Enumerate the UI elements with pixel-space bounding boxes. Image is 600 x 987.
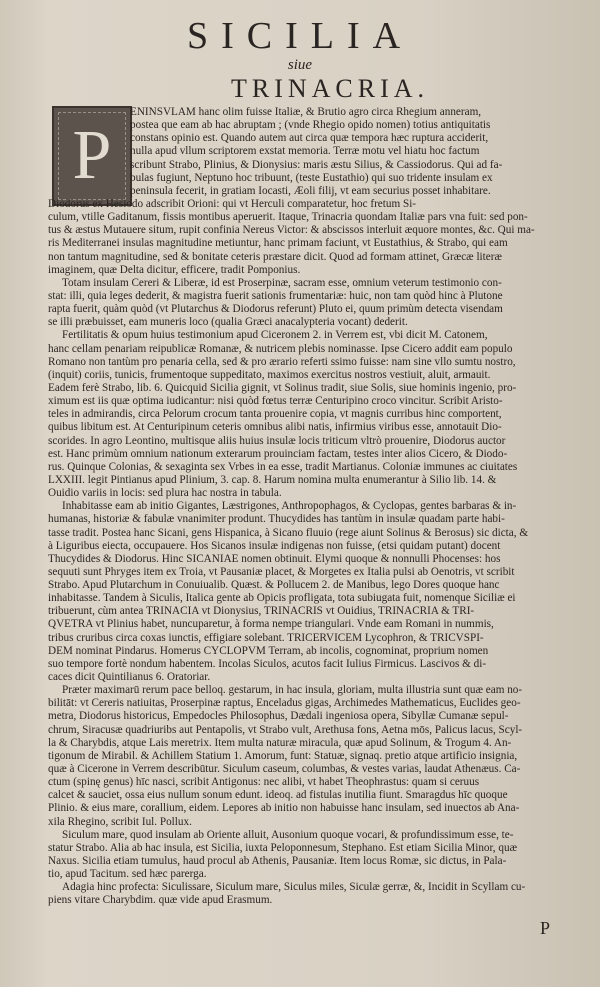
text-line: xila Rhegino, scribit Iul. Pollux. <box>48 815 192 828</box>
text-line: Ouidio variis in locis: sed plura hac nostra in tabula. <box>48 487 282 500</box>
text-line: caces dicit Quintilianus 6. Oratoriar. <box>48 671 211 684</box>
text-line: QVETRA vt Plinius habet, nuncuparetur, à forma nempe triangulari. Vnde eam Romani in nummis, <box>48 618 494 631</box>
text-line: DEM nominat Pindarus. Homerus CYCLOPVM Terram, ab incolis, cognominat, proprium nomen <box>48 644 489 657</box>
text-line: sequuti sunt Phryges item ex Troia, vt Pausaniæ placet, & Morgetes ex Italia pulsi ab Oenotris, vt scribit <box>48 565 515 578</box>
text-line: ctum (spinę genus) hīc nasci, scribit Antigonus: nec alibi, vt habet Theophrastus: quam si ceruus <box>48 776 480 789</box>
text-line: stat: illi, quia leges dederit, & magistra fuerit sationis frumentariæ: huic, non tam quòd hinc à Plutone <box>48 289 503 302</box>
text-line: bulas fugiunt, Neptuno hoc tribuunt, (teste Eustathio) qui suo tridente insulam ex <box>130 171 493 184</box>
text-line: quibus libitum est. At Centuripinum ceteris omnibus alibi natis, infirmius viribus esse, annotauit Dio- <box>48 421 502 434</box>
text-line: statur Strabo. Alia ab hac insula, est Sicilia, iuxta Peloponnesum, Stephano. Est etiam Sicilia Minor, quæ <box>48 841 518 854</box>
text-line: Præter maximarū rerum pace belloq. gestarum, in hac insula, gloriam, multa illustria sunt quæ eam no- <box>62 684 523 697</box>
text-line: ris Mediterranei insulas magnitudine metiuntur, hanc primam faciunt, vt Eustathius, & Strabo, qui eam <box>48 237 508 250</box>
text-line: Romano non tantùm pro penaria cella, sed & pro ærario referti ssimo fuisse: nam sine vllo sumtu nostro, <box>48 355 516 368</box>
text-line: tasse tradit. Postea hanc Sicani, gens Hispanica, à Sicano fluuio (rege aiunt Solinus & Berosus) sic dicta, & <box>48 526 529 539</box>
text-line: inhabitasse. Tandem à Siculis, Italica gente ab Opicis profligata, tota subiugata fuit, nomenque Siciliæ ei <box>48 592 516 605</box>
text-line: chrum, Siracusæ quadriuribs aut Pentapolis, vt Strabo vult, Arethusa fons, Aetna mōs, Palicus lacus, Scyl- <box>48 723 523 736</box>
text-line: tribus cruribus circa coxas iunctis, effigiare solebant. TRICERVICEM Lycophron, & TRICVSPI- <box>48 631 484 644</box>
text-line: ximum est iis quæ optima iudicantur: nisi quòd fœtus terræ Centuripino croco vincitur. Scribit Aristo- <box>48 395 503 408</box>
text-line: Fertilitatis & opum huius testimonium apud Ciceronem 2. in Verrem est, vbi dicit M. Catonem, <box>62 329 488 342</box>
text-line: scribunt Strabo, Plinius, & Dionysius: maris æstu Silius, & Cassiodorus. Qui ad fa- <box>130 158 503 171</box>
text-line: peninsula fecerit, in gratiam Iocasti, Æoli filij, vt eam securius posset inhabitare. <box>130 184 491 197</box>
text-line: nulla apud vllum scriptorem exstat memoria. Terræ motu vel hiatu hoc factum <box>130 145 480 158</box>
text-line: tus & æstus Mutauere situm, rupit confinia Nereus Victor: & abscissos interluit æquore montes, &c. Qui ma- <box>48 224 535 237</box>
text-line: bilitāt: vt Cereris natiuitas, Proserpinæ raptus, Enceladus gigas, Archimedes Mathematicus, Euclides geo- <box>48 697 521 710</box>
text-line: scorides. In agro Leontino, multisque aliis huius insulæ locis triticum vltrò prouenire, Diodorus auctor <box>48 434 506 447</box>
page-subtitle: siue <box>287 57 313 73</box>
text-line: teles in admirandis, circa Pelorum crocum tanta prouenire copia, vt magnis curribus hinc comportent, <box>48 408 502 421</box>
text-line: piens vitare Charybdim. quæ vide apud Erasmum. <box>48 894 273 907</box>
signature-mark: P <box>539 918 550 938</box>
body-text <box>48 106 558 908</box>
text-line: tribuerunt, cùm antea TRINACIA vt Dionysius, TRINACRIS vt Ouidius, TRINACRIA & TRI- <box>48 605 475 618</box>
text-line: ENINSVLAM hanc olim fuisse Italiæ, & Brutio agro circa Rhegium anneram, <box>130 106 482 118</box>
text-line: Inhabitasse eam ab initio Gigantes, Læstrigones, Anthropophagos, & Cyclopas, gentes barbaras & in- <box>62 500 517 513</box>
text-line: Adagia hinc profecta: Siculissare, Siculum mare, Siculus miles, Siculæ gerræ, &, Incidit in Scyllam cu- <box>62 881 526 894</box>
text-line: Plinio. & eius mare, corallium, eidem. Lepores ab initio non habuisse hanc insulam, sed inuectos ab Ana- <box>48 802 520 815</box>
text-line: imaginem, quæ Delta dicitur, efficere, tradit Pomponius. <box>48 263 301 276</box>
text-line: rus. Quinque Colonias, & sexaginta sex Vrbes in ea esse, tradit Martianus. Coloniæ immunes ac ciuitates <box>48 460 518 473</box>
text-line: hanc cellam penariam reipublicæ Romanæ, & nutricem plebis nominasse. Ipse Cicero addit eam populo <box>48 342 513 355</box>
text-line: Eadem ferè Strabo, lib. 6. Quicquid Sicilia gignit, vt Solinus tradit, siue Solis, siue hominis ingenio, pro- <box>48 381 517 394</box>
text-line: calcet & sauciet, ossa eius nullum sonum edunt. ideoq. ad fistulas inutilia fiunt. Smaragdus hīc quoque <box>48 789 508 802</box>
text-line: Diodorus ex Hesiodo adscribit Orioni: qui vt Herculi comparatetur, hoc fretum Si- <box>48 197 417 210</box>
text-line: suo tempore fortè nondum habentem. Incolas Siculos, acutos facit Iulius Firmicus. Lascivos & di- <box>48 657 487 670</box>
text-line: Siculum mare, quod insulam ab Oriente alluit, Ausonium quoque vocari, & profundissimum esse, te- <box>62 828 514 841</box>
text-line: humanas, historiæ & fabulæ vnanimiter produnt. Thucydides has tantùm in insulæ quadam parte habi- <box>48 513 505 526</box>
text-line: tio, apud Tacitum. sed hæc parerga. <box>48 868 207 881</box>
text-line: non tantum magnitudine, sed & bonitate ceteris præstare dicit. Quod ad formam attinet, Græcæ literæ <box>48 250 502 263</box>
text-line: se illi præbuisset, eam muneris loco (qualia Græci anacalypteria vocant) dederit. <box>48 316 408 329</box>
text-line: est. Hanc primùm omnium nationum exterarum prouinciam factam, testes inter alios Cicero, & Diodo- <box>48 447 508 460</box>
initial-letter: P <box>72 117 112 194</box>
page-alt-title: TRINACRIA. <box>230 74 430 103</box>
text-line: Strabo. Apud Plutarchum in Conuiualib. Quæst. & Pollucem 2. de Manibus, lego Dores quoque hanc <box>48 579 500 592</box>
text-line: culum, vtille Gaditanum, fissis montibus aperuerit. Itaque, Trinacria quondam Italiæ pars vna fuit: sed pon- <box>48 211 528 224</box>
text-line: quæ à Cicerone in Verrem describūtur. Siculum caseum, columbas, & vestes varias, laudat Athenæus. Ca- <box>48 763 521 776</box>
text-line: LXXIII. legit Pintianus apud Plinium, 3. cap. 8. Harum nomina multa enumerantur à Silio lib. 14. & <box>48 473 497 486</box>
text-line: constans opinio est. Quando autem aut circa quæ tempora hæc ruptura acciderit, <box>130 132 489 145</box>
text-line: Naxus. Sicilia etiam tumulus, haud procul ab Athenis, Pausaniæ. Item locus Romæ, sic dictus, in Pala- <box>48 855 507 868</box>
text-line: Thucydides & Diodorus. Hinc SICANIAE nomen obtinuit. Elymi quoque & nonnulli Phocenses: hos <box>48 552 501 565</box>
text-line: Totam insulam Cereri & Liberæ, id est Proserpinæ, sacram esse, omnium veterum testimonio con- <box>62 276 502 289</box>
text-line: la & Charybdis, atque Lais meretrix. Item multa naturæ miracula, quæ apud Solinum, & Trogum 4. An- <box>48 736 512 749</box>
text-line: (inquit) coriis, tunicis, frumentoque suppeditato, maximos exercitus nostros vestiuit, aluit, armauit. <box>48 368 491 381</box>
text-line: rapta fuerit, quàm quòd (vt Plutarchus & Diodorus referunt) Pluto ei, quum primùm detecta visendam <box>48 303 503 316</box>
text-line: metra, Diodorus historicus, Empedocles Philosophus, Dædali ingeniosa opera, Sibyllæ Cumanæ sepul- <box>48 710 509 723</box>
text-line: tigonum de Mirabil. & Achillem Statium 1. Amorum, funt: Statuæ, signaq. pretio atque artificio insignia, <box>48 749 518 762</box>
text-line: postea que eam ab hac abruptam ; (vnde Rhegio opido nomen) totius antiquitatis <box>130 119 491 132</box>
text-line: à Liguribus eiecta, occupauere. Hos Sicanos insulæ indigenas non fuisse, (etsi quidam putant) docent <box>48 539 501 552</box>
page-title: SICILIA <box>186 15 414 57</box>
